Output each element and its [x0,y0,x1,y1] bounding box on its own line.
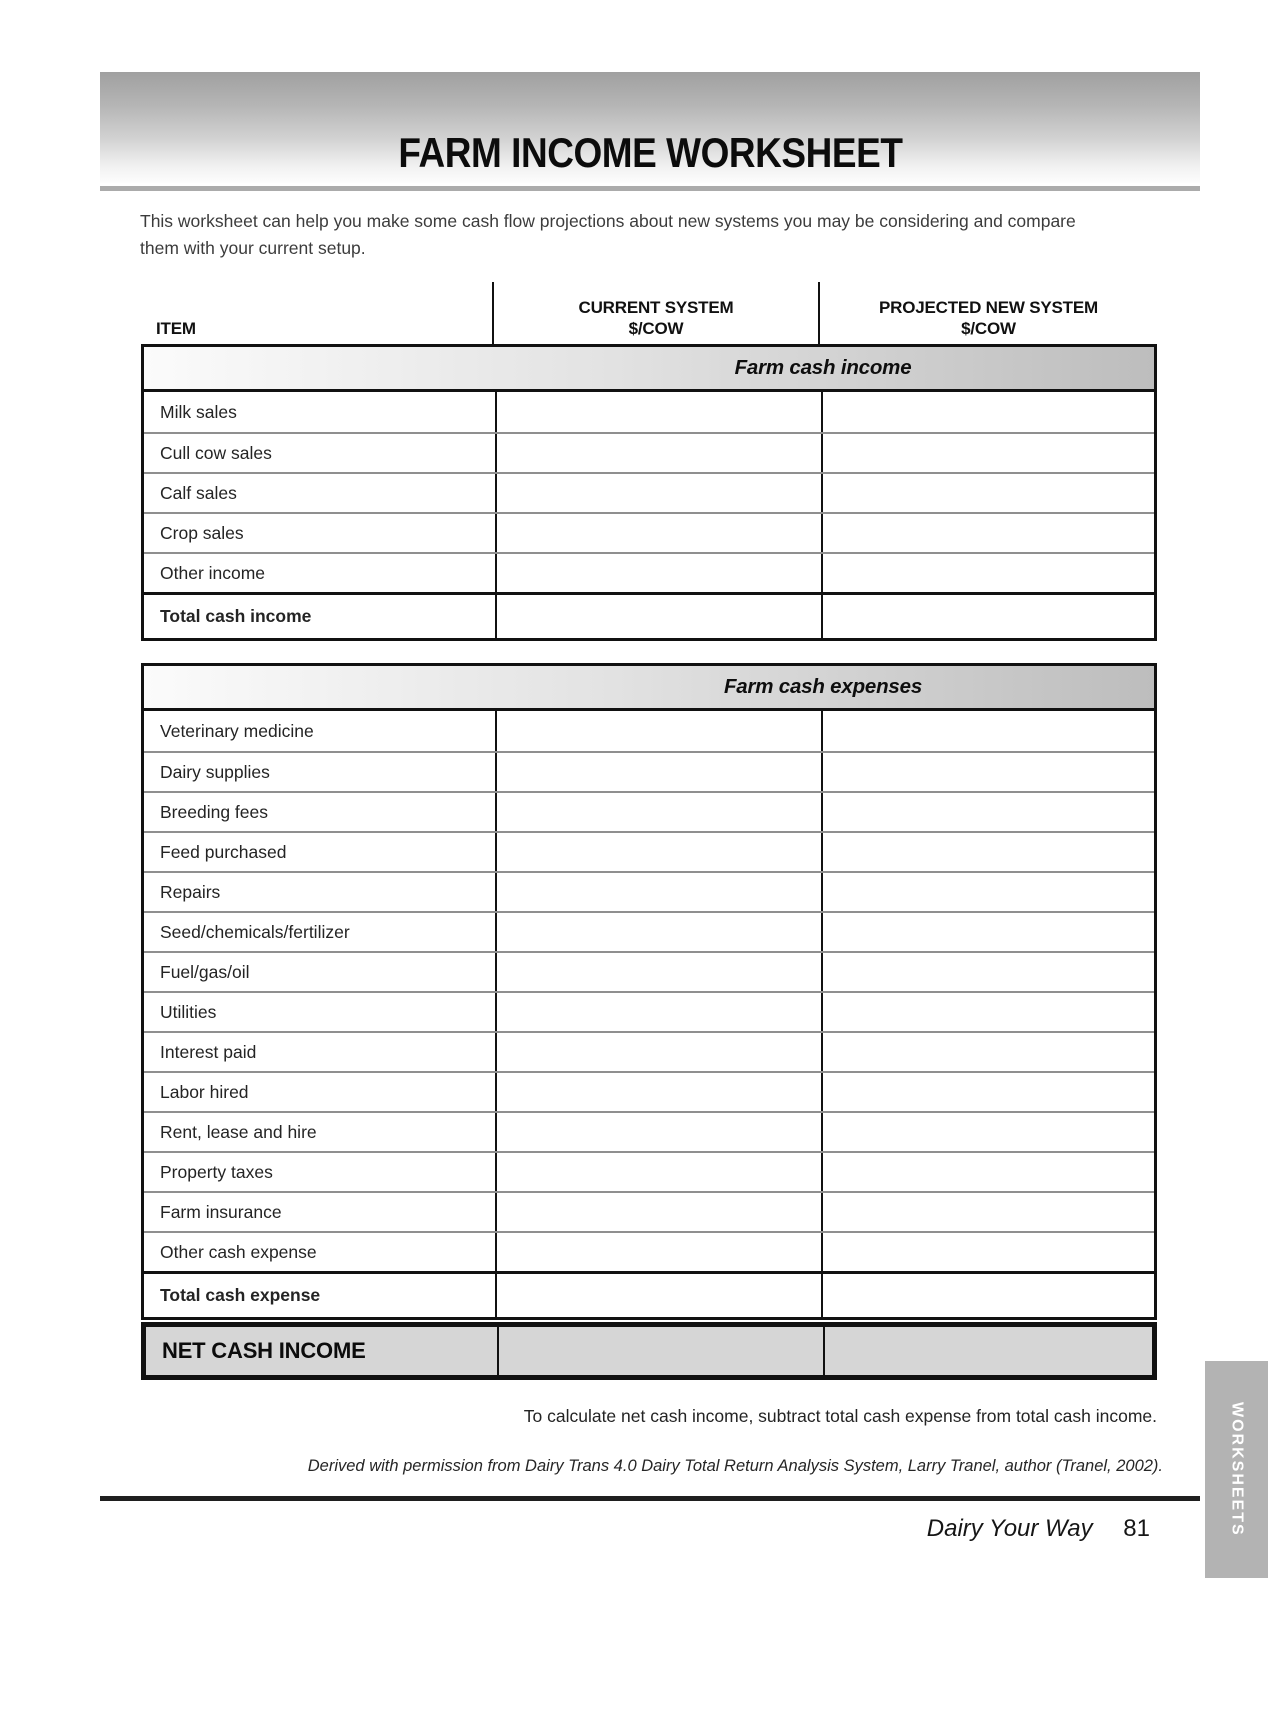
projected-system-cell [821,1274,1154,1317]
current-system-cell [495,833,821,871]
intro-paragraph: This worksheet can help you make some cash flow projections about new systems you may be considering and compare them with your current setup. [140,211,1076,258]
expenses-total-row [144,1271,1154,1317]
page-number: 81 [1123,1515,1150,1542]
current-system-cell [495,1113,821,1151]
projected-system-cell [821,913,1154,951]
current-system-cell [495,953,821,991]
table-row [144,951,1154,991]
current-system-cell [495,474,821,512]
row-label: Total cash expense [160,1285,321,1305]
income-section-title: Farm cash income [734,356,912,379]
current-system-cell [495,554,821,592]
row-label: Property taxes [160,1161,273,1182]
current-system-cell [495,1233,821,1271]
income-section-header [141,344,1157,392]
row-label: Farm insurance [160,1201,282,1222]
row-label: Veterinary medicine [160,720,314,741]
title-banner [100,72,1200,183]
projected-system-cell [821,873,1154,911]
income-worksheet-table [141,282,1157,1380]
page-title: FARM INCOME WORKSHEET [397,129,903,176]
table-row [144,512,1154,552]
table-row [144,791,1154,831]
row-label: Repairs [160,881,221,902]
row-label: Other income [160,562,266,583]
row-label: Dairy supplies [160,761,270,782]
projected-system-cell [821,554,1154,592]
current-system-cell [495,913,821,951]
table-row [144,911,1154,951]
row-label: Crop sales [160,522,244,543]
table-row [144,1071,1154,1111]
row-label: Utilities [160,1001,217,1022]
projected-system-cell [821,595,1154,638]
table-row [144,751,1154,791]
current-system-cell [495,711,821,751]
row-label: Milk sales [160,401,237,422]
projected-system-cell [821,1153,1154,1191]
table-row [144,1031,1154,1071]
projected-system-cell [821,753,1154,791]
projected-system-cell [821,392,1154,432]
publication-title: Dairy Your Way [926,1515,1093,1542]
expenses-section-title: Farm cash expenses [723,675,923,698]
projected-system-cell [821,833,1154,871]
current-system-unit: $/COW [628,319,684,338]
current-system-cell [495,392,821,432]
projected-system-unit: $/COW [961,319,1016,338]
current-system-cell [495,1033,821,1071]
net-cash-income-label: NET CASH INCOME [162,1338,366,1363]
table-row [144,1151,1154,1191]
calculation-note: To calculate net cash income, subtract total cash expense from total cash income. [523,1406,1157,1426]
row-label: Breeding fees [160,801,268,822]
table-row [144,1191,1154,1231]
projected-system-cell [821,1033,1154,1071]
table-row [144,711,1154,751]
table-row [144,432,1154,472]
row-label: Rent, lease and hire [160,1121,317,1142]
projected-system-cell [823,1327,1152,1375]
income-total-row [144,592,1154,638]
expenses-section-header [141,663,1157,711]
projected-system-cell [821,434,1154,472]
current-system-label: CURRENT SYSTEM [578,298,734,317]
table-row [144,991,1154,1031]
projected-system-cell [821,1233,1154,1271]
table-row [144,1231,1154,1271]
banner-rule [100,186,1200,191]
current-system-cell [495,753,821,791]
item-header-label: ITEM [156,319,196,338]
current-system-cell [495,1073,821,1111]
projected-system-cell [821,474,1154,512]
current-system-cell [495,873,821,911]
projected-system-cell [821,953,1154,991]
table-row [144,392,1154,432]
current-system-cell [495,1153,821,1191]
row-label: Labor hired [160,1081,249,1102]
projected-system-cell [821,1193,1154,1231]
current-system-cell [497,1327,823,1375]
projected-system-cell [821,514,1154,552]
current-system-cell [495,514,821,552]
row-label: Interest paid [160,1041,257,1062]
income-section-body [141,392,1157,641]
row-label: Total cash income [160,606,312,626]
current-system-cell [495,793,821,831]
projected-system-cell [821,1113,1154,1151]
source-credit: Derived with permission from Dairy Trans 4.0 Dairy Total Return Analysis System, Larry Tranel, author (Tranel, 2002). [307,1457,1163,1475]
row-label: Feed purchased [160,841,287,862]
current-system-cell [495,1193,821,1231]
row-label: Other cash expense [160,1241,317,1262]
page-footer [100,1515,1150,1543]
current-system-cell [495,1274,821,1317]
projected-system-cell [821,1073,1154,1111]
table-row [144,472,1154,512]
current-system-cell [495,434,821,472]
projected-system-cell [821,793,1154,831]
net-cash-income-row [141,1322,1157,1380]
worksheet-page [0,72,1275,1722]
current-system-cell [495,993,821,1031]
projected-system-cell [821,711,1154,751]
row-label: Calf sales [160,482,237,503]
worksheets-tab-label: WORKSHEETS [1228,1402,1246,1537]
table-row [144,552,1154,592]
current-system-cell [495,595,821,638]
column-header-row [141,282,1157,344]
row-label: Cull cow sales [160,442,272,463]
table-row [144,1111,1154,1151]
projected-system-cell [821,993,1154,1031]
table-row [144,871,1154,911]
footer-rule [100,1496,1200,1501]
expenses-section-body [141,711,1157,1320]
table-row [144,831,1154,871]
worksheets-section-tab [1205,1361,1268,1578]
row-label: Seed/chemicals/fertilizer [160,921,350,942]
column-header-item [141,282,492,344]
column-header-projected-system [818,282,1157,344]
section-gap [141,641,1157,663]
projected-system-label: PROJECTED NEW SYSTEM [879,298,1098,317]
row-label: Fuel/gas/oil [160,961,250,982]
column-header-current-system [492,282,818,344]
